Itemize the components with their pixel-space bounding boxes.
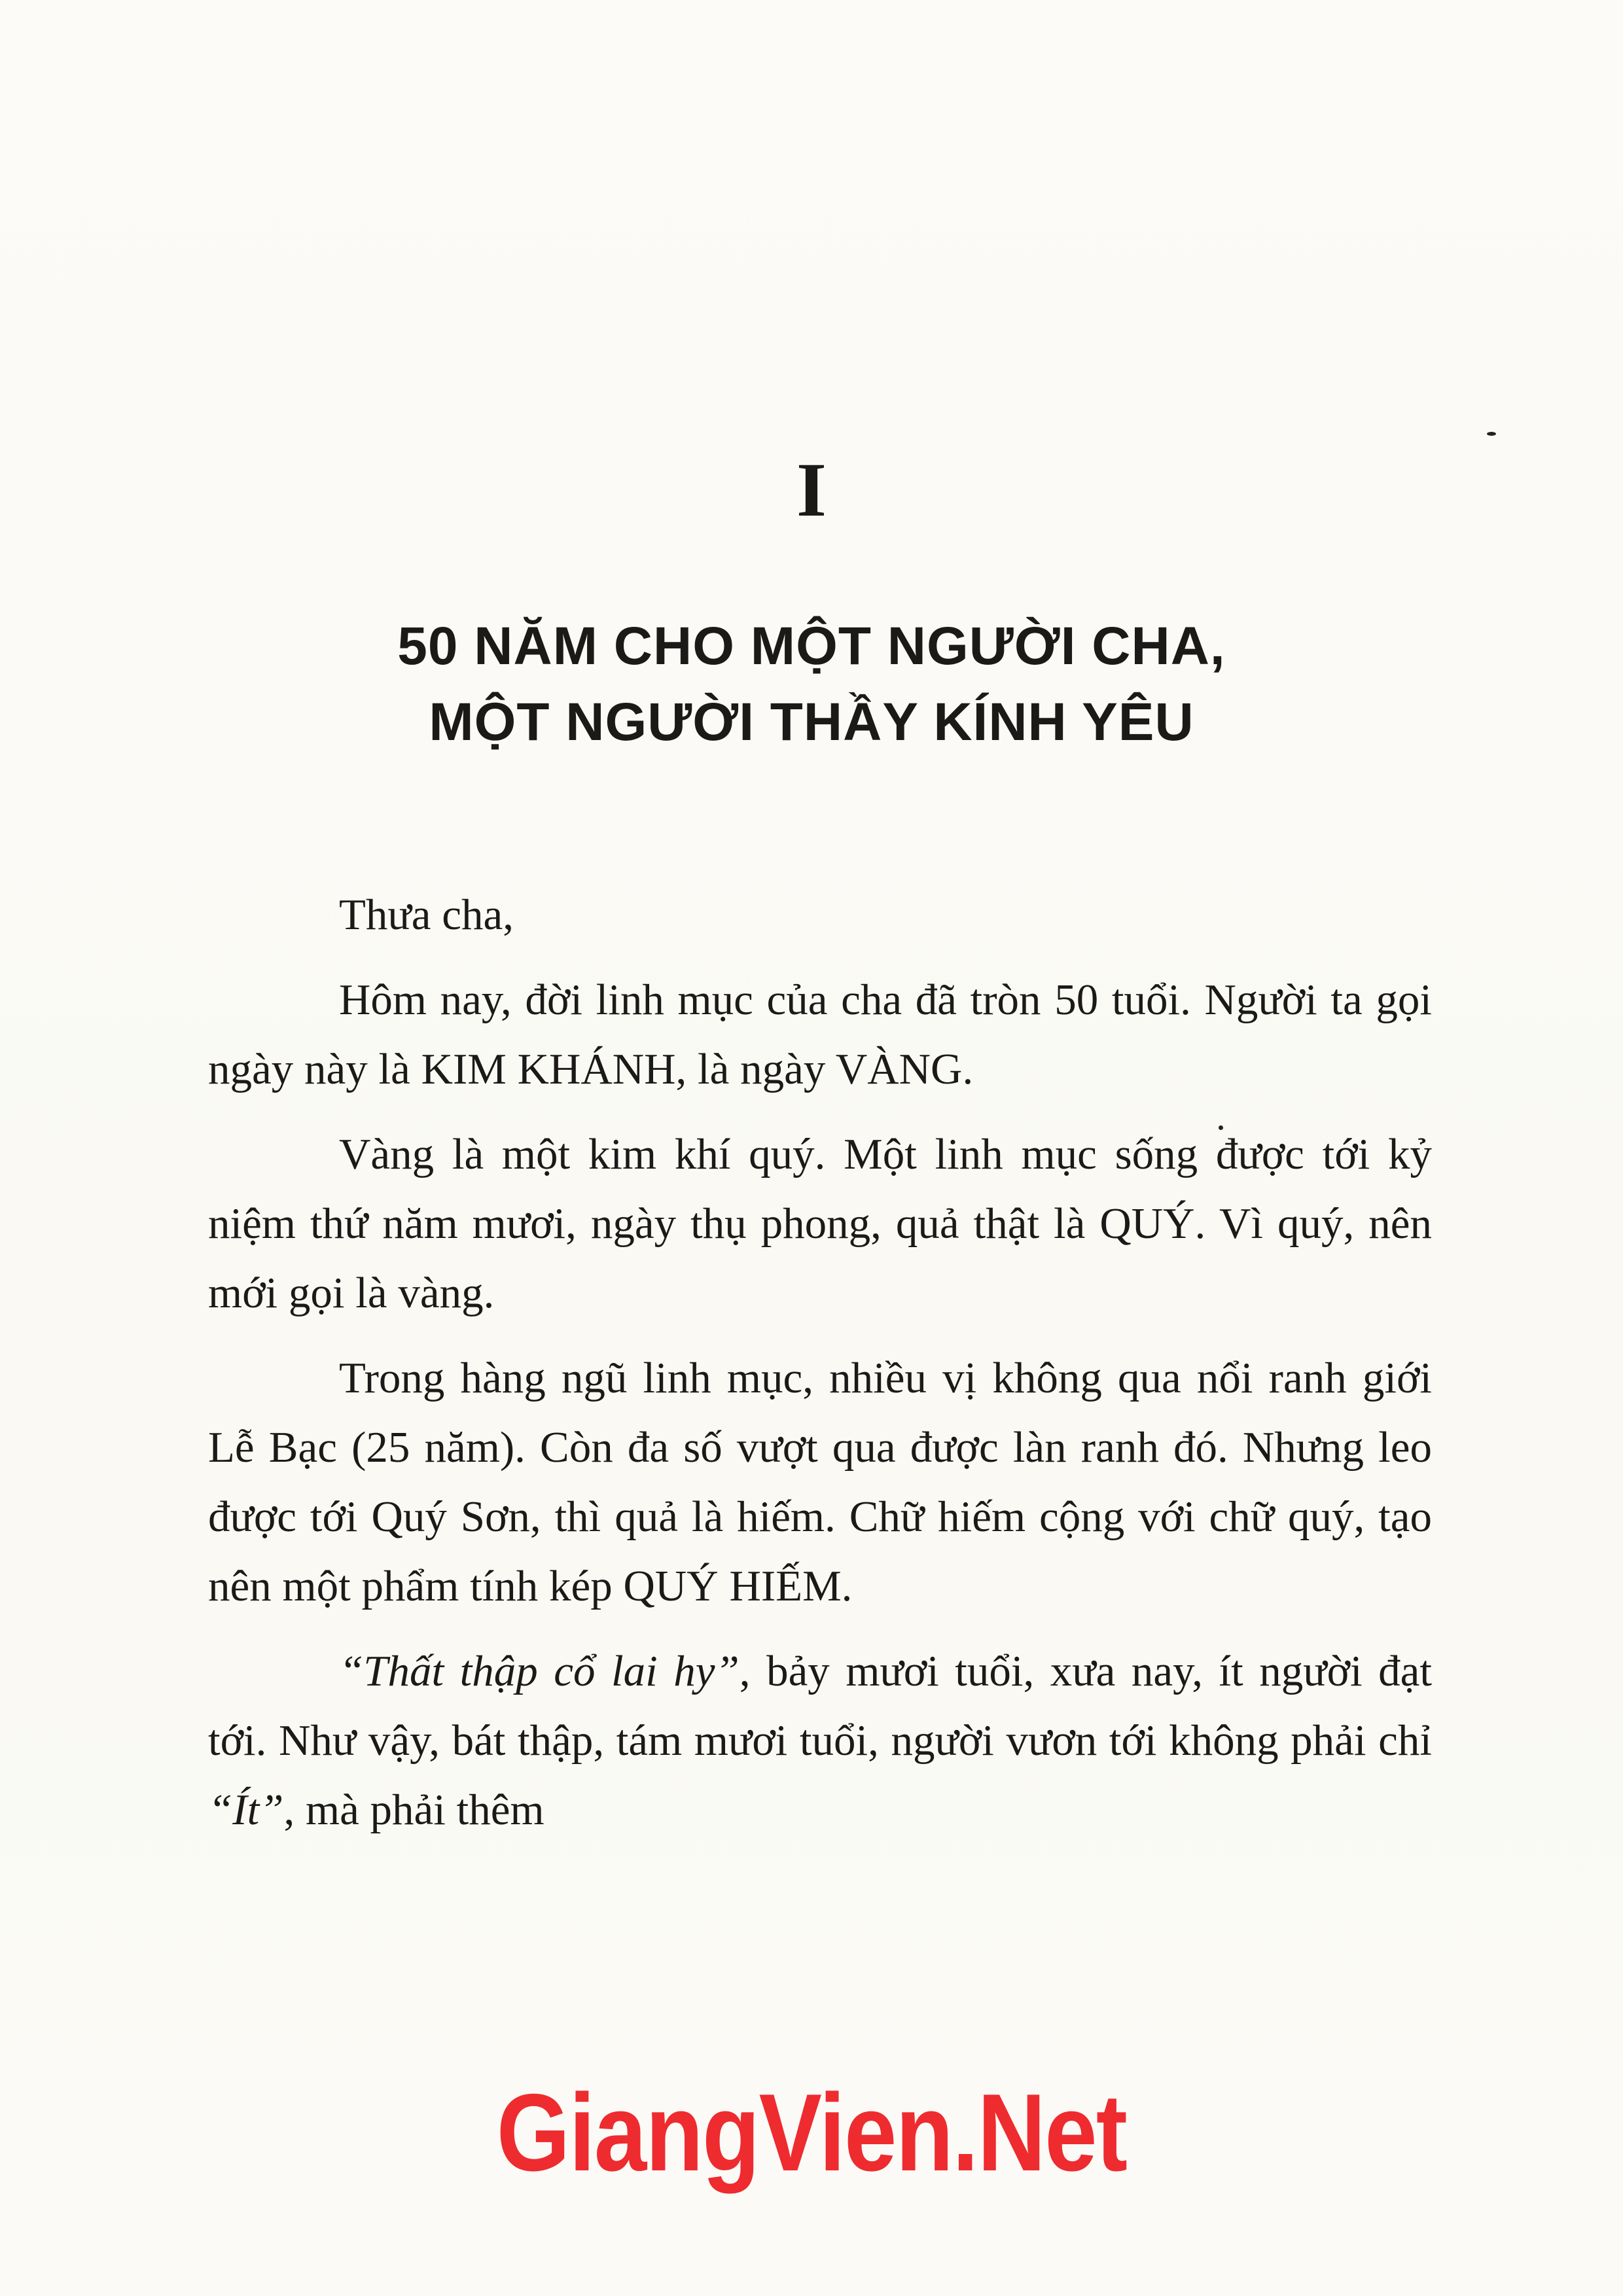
paragraph-salutation: Thưa cha,	[339, 891, 514, 939]
scan-speck	[1219, 1125, 1223, 1130]
body-text	[208, 880, 1432, 1860]
scan-speck	[1487, 432, 1496, 436]
chapter-title-line-1: 50 NĂM CHO MỘT NGƯỜI CHA,	[397, 616, 1226, 676]
paragraph-4-text-b: , mà phải thêm	[283, 1786, 544, 1834]
paragraph-1: Hôm nay, đời linh mục của cha đã tròn 50 tuổi. Người ta gọi ngày này là KIM KHÁNH, là ngày VÀNG.	[208, 976, 1432, 1093]
chapter-number: I	[796, 447, 827, 533]
paragraph-2: Vàng là một kim khí quý. Một linh mục sống được tới kỷ niệm thứ năm mươi, ngày thụ phong, quả thật là QUÝ. Vì quý, nên mới gọi là vàng.	[208, 1130, 1432, 1317]
paragraph-4	[208, 1636, 1432, 1845]
paragraph-3: Trong hàng ngũ linh mục, nhiều vị không qua nổi ranh giới Lễ Bạc (25 năm). Còn đa số vượt qua được làn ranh đó. Nhưng leo được tới Quý Sơn, thì quả là hiếm. Chữ hiếm cộng với chữ quý, tạo nên một phẩm tính kép QUÝ HIẾM.	[208, 1354, 1432, 1610]
paragraph-4-text-a: , bảy mươi tuổi, xưa nay, ít người đạt tới. Như vậy, bát thập, tám mươi tuổi, người vươn tới không phải chỉ	[208, 1647, 1432, 1765]
italic-word: “Ít”	[208, 1786, 284, 1834]
chapter-title-line-2: MỘT NGƯỜI THẦY KÍNH YÊU	[429, 692, 1194, 752]
italic-quote: “Thất thập cổ lai hy”	[339, 1647, 740, 1695]
chapter-title	[196, 609, 1427, 760]
watermark-logo: GiangVien.Net	[496, 2071, 1127, 2194]
